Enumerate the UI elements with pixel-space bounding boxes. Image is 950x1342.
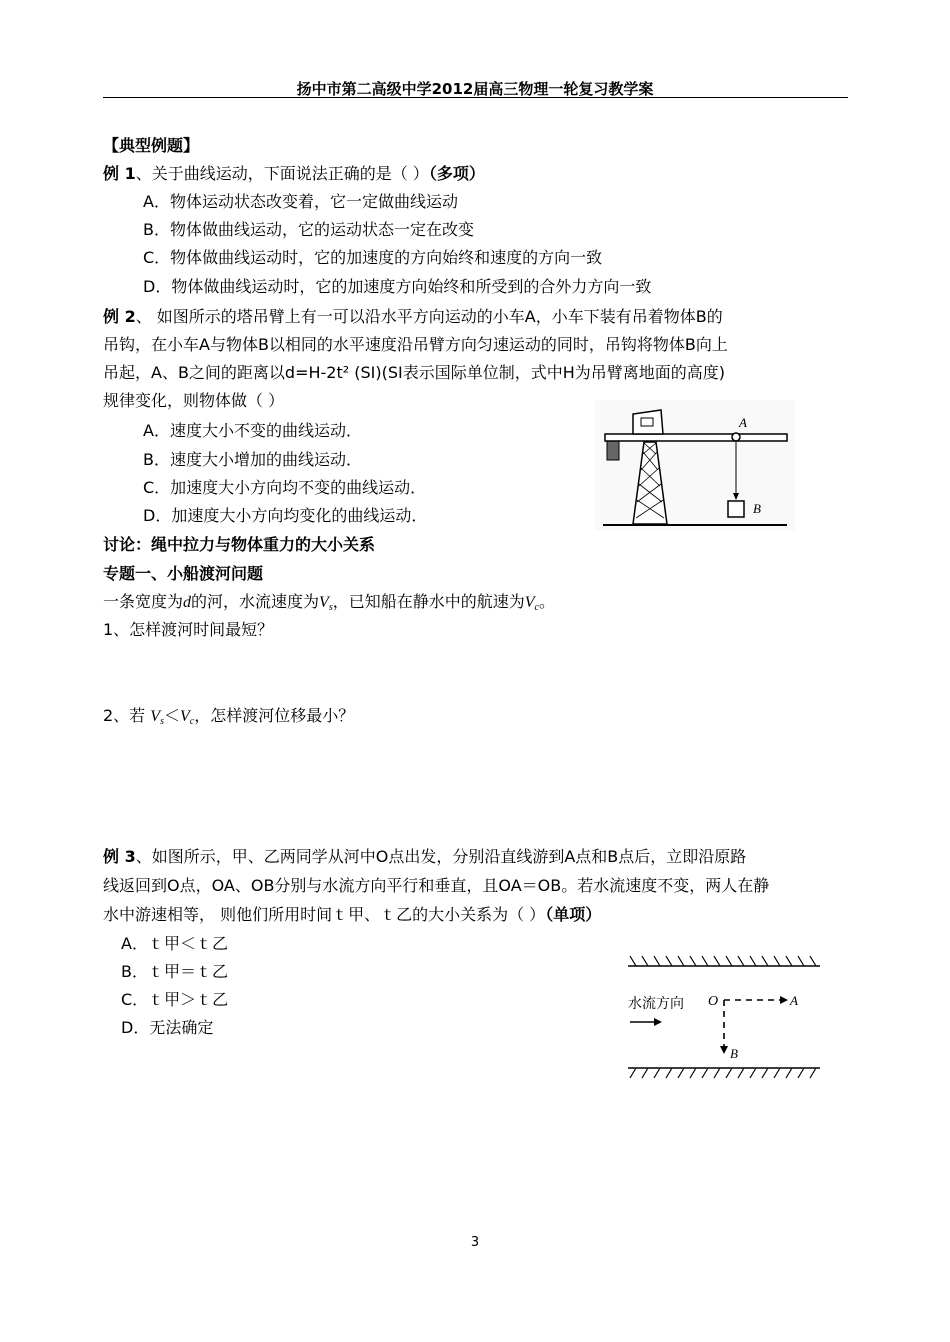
example-2-line-2: 吊钩，在小车A与物体B以相同的水平速度沿吊臂方向匀速运动的同时，吊钩将物体B向上 xyxy=(103,335,728,354)
q2-text-2: ，怎样渡河位移最小？ xyxy=(194,706,355,725)
example-1-tag: （多项） xyxy=(428,164,485,183)
label-o: O xyxy=(708,994,719,1009)
var-d: d xyxy=(183,594,192,611)
example-3-label: 例 3 xyxy=(103,847,136,866)
example-1-option-d: D．物体做曲线运动时，它的加速度方向始终和所受到的合外力方向一致 xyxy=(143,277,652,296)
tower-crane-figure xyxy=(595,400,795,530)
topic-1-question-2 xyxy=(103,706,354,732)
page-header-title: 扬中市第二高级中学2012届高三物理一轮复习教学案 xyxy=(296,80,654,98)
var-vc: V xyxy=(524,594,535,611)
label-a-river: A xyxy=(790,993,798,1008)
example-1-option-b: B．物体做曲线运动，它的运动状态一定在改变 xyxy=(143,220,474,239)
topic-1-title: 专题一、小船渡河问题 xyxy=(103,564,264,583)
example-2-label: 例 2 xyxy=(103,307,136,326)
example-1-option-a: A．物体运动状态改变着，它一定做曲线运动 xyxy=(143,192,458,211)
q2-var-vs: V xyxy=(150,708,161,725)
intro-text-1: 一条宽度为 xyxy=(103,592,184,611)
river-figure xyxy=(620,950,820,1082)
river-bank-bottom xyxy=(628,1068,820,1078)
header-rule xyxy=(103,97,848,98)
example-1-question: 、关于曲线运动，下面说法正确的是（ ） xyxy=(135,164,429,183)
example-2-option-c: C．加速度大小方向均不变的曲线运动． xyxy=(143,478,427,497)
example-1-option-c: C．物体做曲线运动时，它的加速度的方向始终和速度的方向一致 xyxy=(143,248,603,267)
example-2-option-b: B．速度大小增加的曲线运动． xyxy=(143,450,362,469)
example-1-label: 例 1 xyxy=(103,164,136,183)
flow-arrow xyxy=(630,1018,662,1026)
example-3-option-a: A．ｔ甲＜ｔ乙 xyxy=(121,934,228,953)
example-3-option-c: C．ｔ甲＞ｔ乙 xyxy=(121,990,229,1009)
load-b xyxy=(728,501,744,517)
intro-text-3: ，已知船在静水中的航速为 xyxy=(332,592,525,611)
example-2-text-1: 、 如图所示的塔吊臂上有一可以沿水平方向运动的小车A，小车下装有吊着物体B的 xyxy=(135,307,723,326)
label-b-river: B xyxy=(730,1046,738,1061)
example-3-text-3: 水中游速相等， 则他们所用时间ｔ甲、ｔ乙的大小关系为（ ） xyxy=(103,905,546,924)
example-3-line-3 xyxy=(103,905,601,925)
page-number: 3 xyxy=(470,1235,480,1250)
crane-jib xyxy=(605,434,787,441)
example-2-option-a: A．速度大小不变的曲线运动． xyxy=(143,421,362,440)
example-3-line-1 xyxy=(103,847,746,867)
topic-1-question-1: 1、怎样渡河时间最短？ xyxy=(103,620,274,639)
example-2-line-3: 吊起，A、B之间的距离以d=H-2t² (SI)(SI表示国际单位制，式中H为吊臂离地面的高度) xyxy=(103,363,725,382)
flow-direction-label: 水流方向 xyxy=(628,996,684,1012)
example-2-line-1 xyxy=(103,307,723,327)
path-oa xyxy=(724,996,788,1004)
path-ob xyxy=(720,1000,728,1054)
intro-text-2: 的河，水流速度为 xyxy=(191,592,320,611)
river-bank-top xyxy=(628,956,820,966)
sub-c: c xyxy=(534,602,539,613)
example-3-option-b: B．ｔ甲＝ｔ乙 xyxy=(121,962,228,981)
example-3-line-2: 线返回到O点，OA、OB分别与水流方向平行和垂直，且OA＝OB。若水流速度不变，两人在静 xyxy=(103,876,770,895)
intro-text-4: 。 xyxy=(538,592,555,611)
q2-sub-c: c xyxy=(189,716,195,727)
var-vs: V xyxy=(319,594,329,611)
trolley-a xyxy=(732,433,740,441)
section-title: 【典型例题】 xyxy=(103,136,200,155)
q2-less-than: ＜ xyxy=(163,706,180,725)
discussion-heading: 讨论：绳中拉力与物体重力的大小关系 xyxy=(103,535,376,554)
q2-var-vc: V xyxy=(179,708,190,725)
example-3-text-1: 、如图所示，甲、乙两同学从河中O点出发，分别沿直线游到A点和B点后，立即沿原路 xyxy=(135,847,747,866)
example-2-line-4: 规律变化，则物体做（ ） xyxy=(103,391,285,410)
example-2-option-d: D．加速度大小方向均变化的曲线运动． xyxy=(143,506,428,525)
crane-cab xyxy=(633,410,663,434)
label-a: A xyxy=(739,415,747,430)
label-b: B xyxy=(753,501,761,516)
example-3-option-d: D．无法确定 xyxy=(121,1018,214,1037)
topic-1-intro xyxy=(103,592,555,618)
example-3-tag: （单项） xyxy=(545,905,602,924)
example-1-stem xyxy=(103,164,485,184)
q2-sub-s: s xyxy=(160,716,164,727)
q2-text-1: 2、若 xyxy=(103,706,151,725)
figure-background xyxy=(595,400,795,530)
sub-s: s xyxy=(328,602,333,613)
